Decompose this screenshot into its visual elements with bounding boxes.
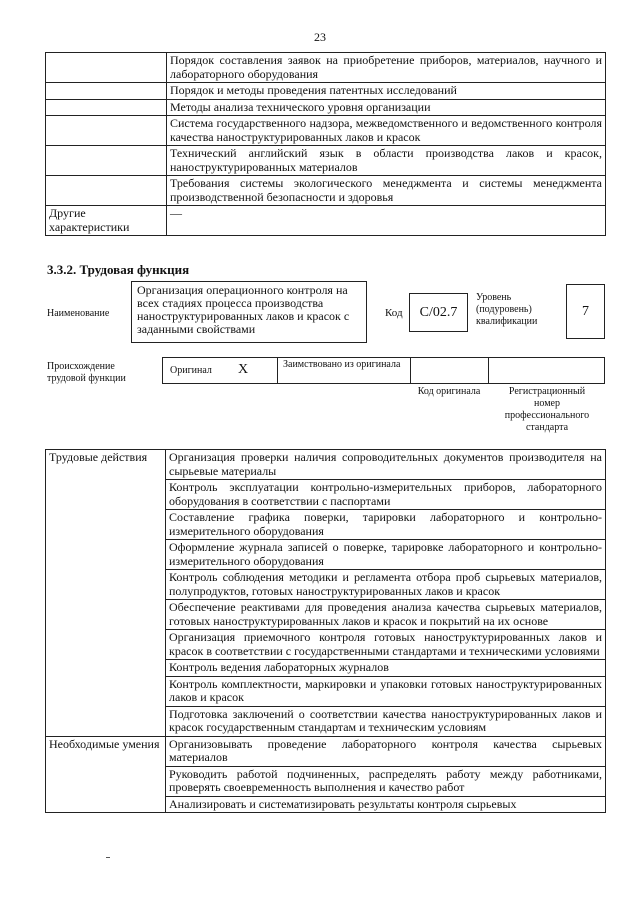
table-row xyxy=(46,736,606,766)
row-label: Другие характеристики xyxy=(46,206,167,236)
row-label xyxy=(46,176,167,206)
item-text: Руководить работой подчиненных, распределять работу между работниками, проверять своевременность выполнения и качество работ xyxy=(166,766,606,796)
table-row xyxy=(46,53,606,83)
reg-number-cell xyxy=(488,358,606,384)
row-text: Система государственного надзора, межведомственного и ведомственного контроля качества наноструктурированных лаков и красок xyxy=(167,116,606,146)
group-label: Необходимые умения xyxy=(46,736,166,813)
group-label: Трудовые действия xyxy=(46,450,166,737)
item-text: Организовывать проведение лабораторного контроля качества сырьевых материалов xyxy=(166,736,606,766)
row-text: Требования системы экологического менеджмента и системы менеджмента производственной безопасности и здоровья xyxy=(167,176,606,206)
item-text: Обеспечение реактивами для проведения анализа качества сырьевых материалов, готовых наноструктурированных лаков и красок и покрытий на их основе xyxy=(166,600,606,630)
item-text: Составление графика поверки, тарировки лабораторного и контрольно-измерительного оборудования xyxy=(166,510,606,540)
item-text: Контроль комплектности, маркировки и упаковки готовых наноструктурированных лаков и красок xyxy=(166,676,606,706)
top-table xyxy=(45,52,606,236)
main-table xyxy=(45,449,606,813)
original-label: Оригинал xyxy=(170,365,212,376)
name-label: Наименование xyxy=(47,308,110,319)
row-text: Порядок и методы проведения патентных исследований xyxy=(167,83,606,100)
item-text: Подготовка заключений о соответствии качества наноструктурированных лаков и красок государственным стандартам и техническим условиям xyxy=(166,706,606,736)
item-text: Оформление журнала записей о поверке, тарировке лабораторного и контрольно-измерительного оборудования xyxy=(166,540,606,570)
table-row xyxy=(46,99,606,116)
row-label xyxy=(46,53,167,83)
row-label xyxy=(46,83,167,100)
row-label xyxy=(46,99,167,116)
borrowed-label: Заимствовано из оригинала xyxy=(283,359,401,370)
function-code-box: С/02.7 xyxy=(409,293,468,332)
section-heading: 3.3.2. Трудовая функция xyxy=(47,262,190,277)
table-row xyxy=(46,83,606,100)
level-label: Уровень (подуровень) квалификации xyxy=(476,292,538,327)
origin-row xyxy=(162,357,605,384)
row-text: Порядок составления заявок на приобретение приборов, материалов, научного и лабораторного оборудования xyxy=(167,53,606,83)
original-code-cell xyxy=(410,358,488,384)
origin-label: Происхождение трудовой функции xyxy=(47,361,126,384)
function-name-box: Организация операционного контроля на всех стадиях процесса производства наноструктурированных лаков и красок с заданными свойствами xyxy=(131,281,367,343)
row-label xyxy=(46,116,167,146)
code-label: Код xyxy=(385,307,403,319)
row-label xyxy=(46,146,167,176)
page-number: 23 xyxy=(314,30,326,44)
table-row xyxy=(46,116,606,146)
level-value-box: 7 xyxy=(566,284,605,339)
table-row xyxy=(46,176,606,206)
stray-mark xyxy=(106,857,110,858)
row-text: — xyxy=(167,206,606,236)
item-text: Организация проверки наличия сопроводительных документов производителя на сырьевые материалы xyxy=(166,450,606,480)
item-text: Контроль ведения лабораторных журналов xyxy=(166,660,606,677)
item-text: Организация приемочного контроля готовых наноструктурированных лаков и красок в соответствии с государственными стандартами и техническими условиями xyxy=(166,630,606,660)
table-row xyxy=(46,206,606,236)
reg-caption: Регистрационный номер профессионального стандарта xyxy=(504,386,590,433)
table-row xyxy=(46,450,606,480)
code-caption: Код оригинала xyxy=(417,386,481,397)
item-text: Контроль соблюдения методики и регламента отбора проб сырьевых материалов, полупродуктов, готовых наноструктурированных лаков и красок xyxy=(166,570,606,600)
row-text: Технический английский язык в области производства лаков и красок, наноструктурированных материалов xyxy=(167,146,606,176)
item-text: Анализировать и систематизировать результаты контроля сырьевых xyxy=(166,796,606,813)
item-text: Контроль эксплуатации контрольно-измерительных приборов, лабораторного оборудования в соответствии с паспортами xyxy=(166,480,606,510)
original-mark: X xyxy=(238,362,249,377)
table-row xyxy=(46,146,606,176)
row-text: Методы анализа технического уровня организации xyxy=(167,99,606,116)
